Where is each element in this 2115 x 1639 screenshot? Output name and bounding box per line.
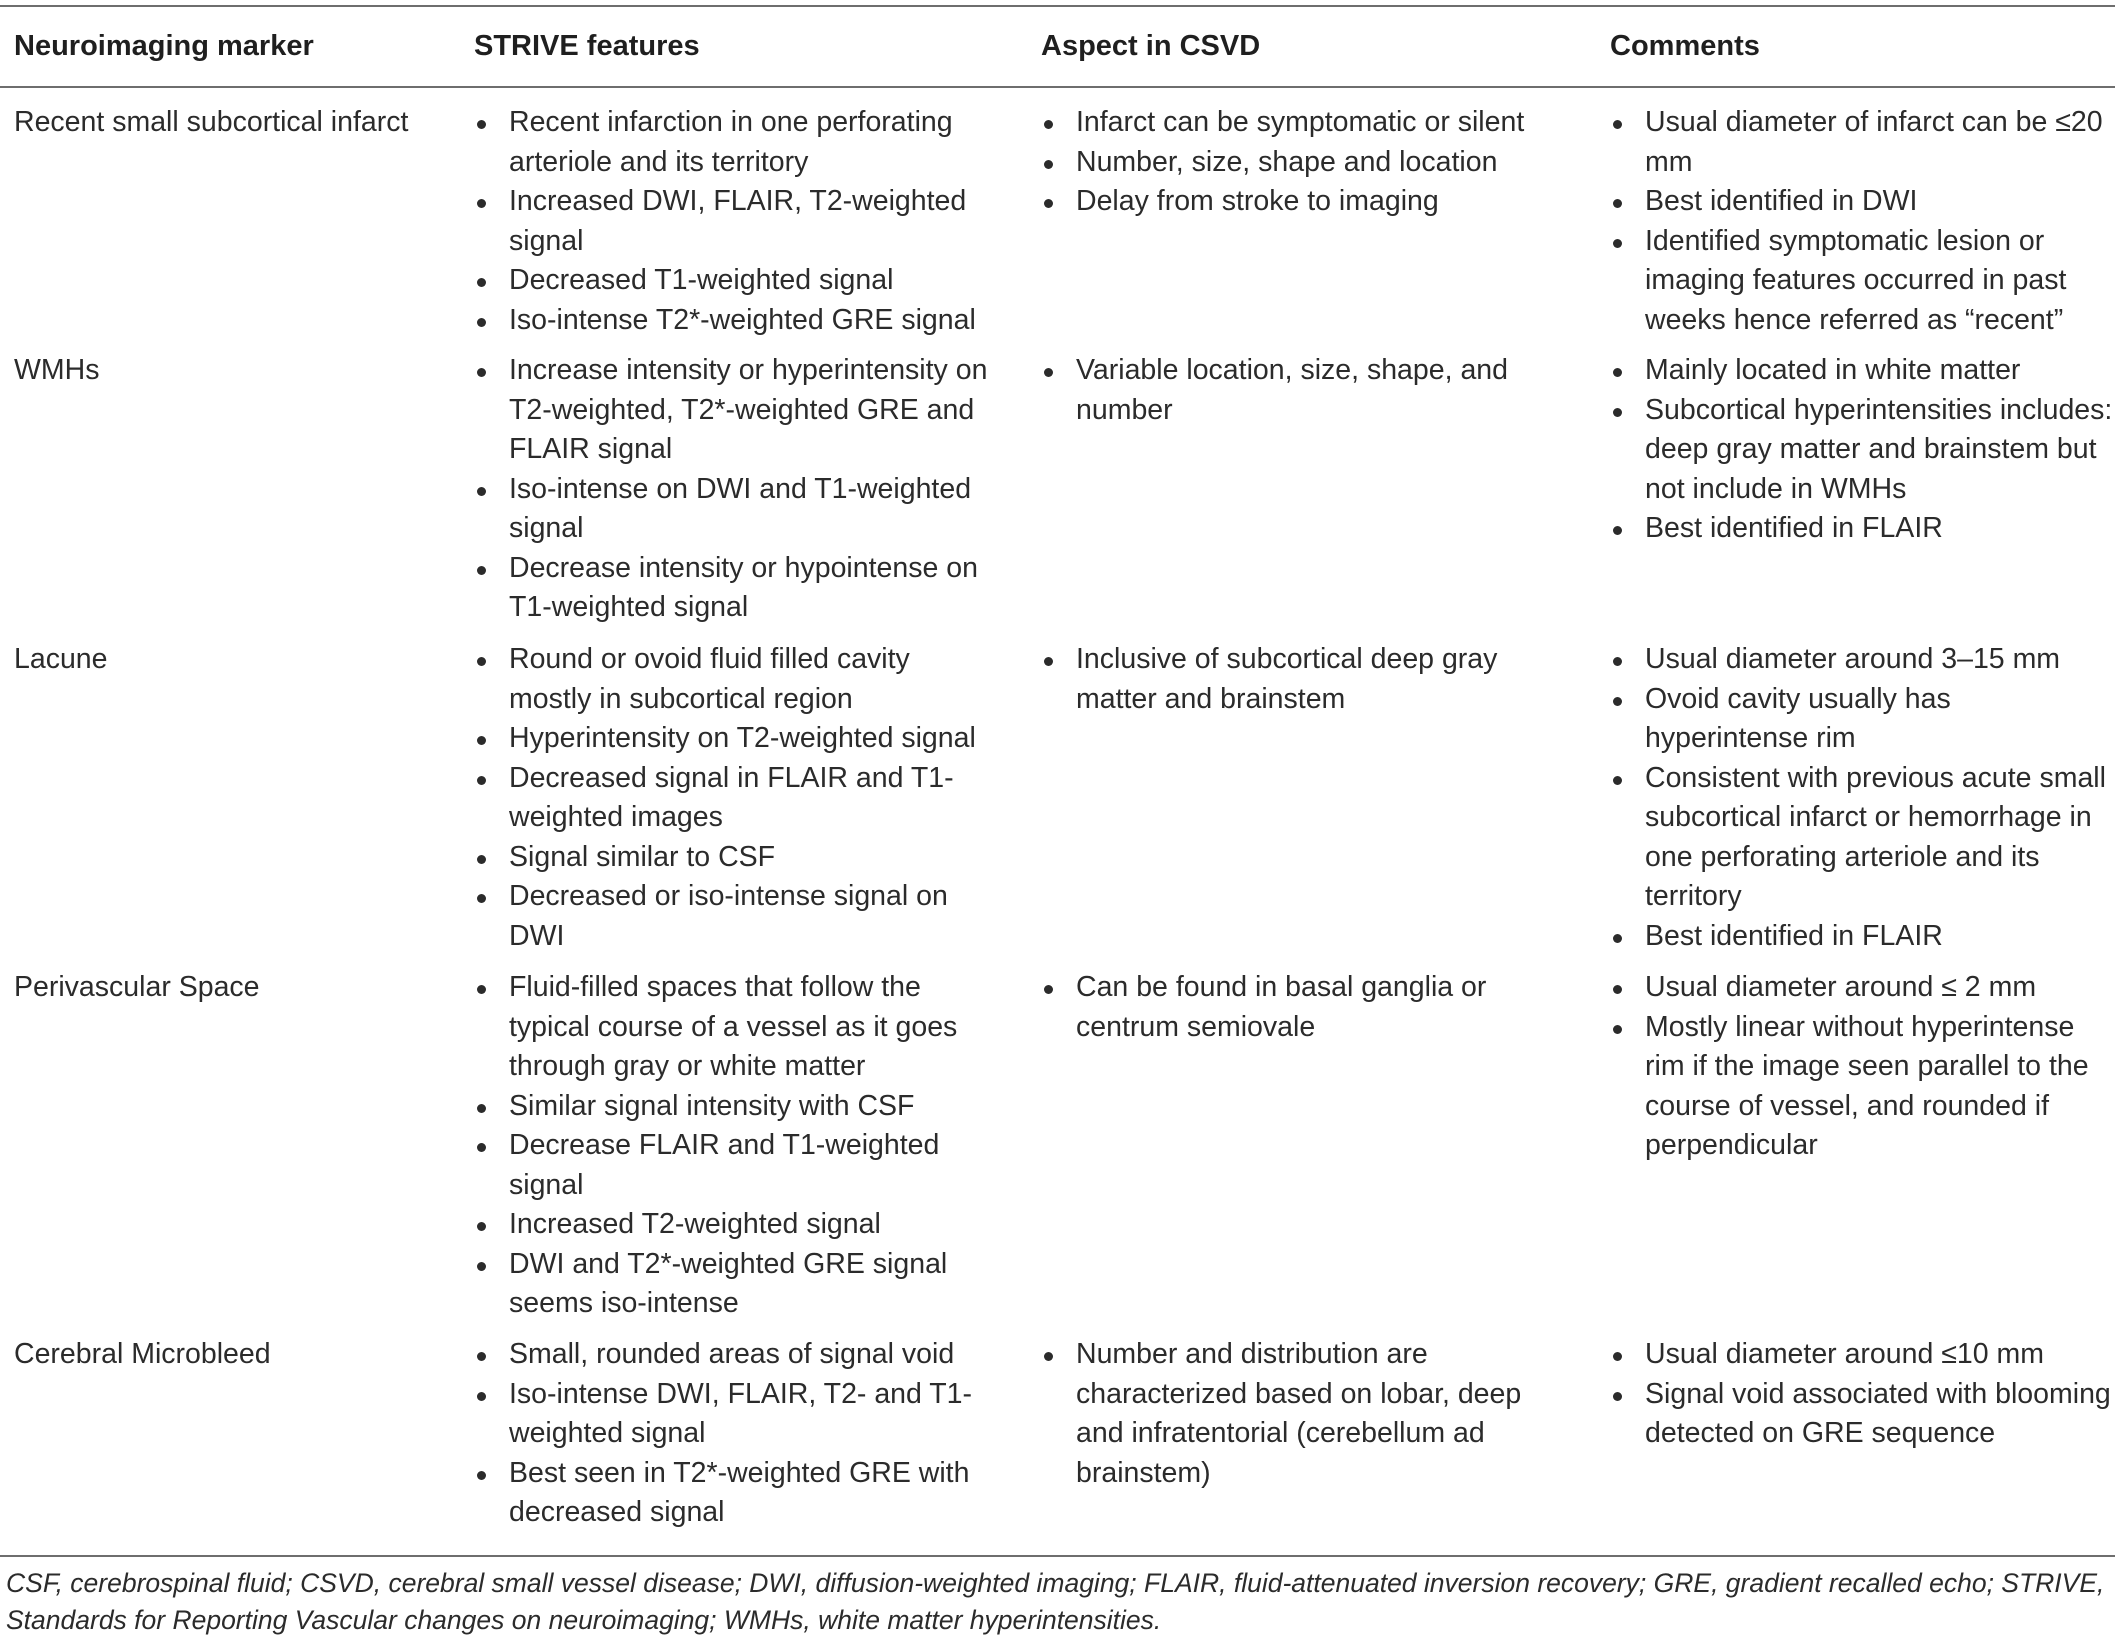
list-item: Usual diameter of infarct can be ≤20 mm — [1610, 103, 2115, 182]
features-list — [474, 351, 994, 628]
list-item: Iso-intense DWI, FLAIR, T2- and T1-weighted signal — [474, 1375, 994, 1454]
list-item: Delay from stroke to imaging — [1041, 182, 1571, 222]
list-item: Best seen in T2*-weighted GRE with decreased signal — [474, 1454, 994, 1533]
marker-cell: Lacune — [14, 643, 108, 675]
list-item: Usual diameter around ≤ 2 mm — [1610, 968, 2115, 1008]
marker-cell: Recent small subcortical infarct — [14, 106, 409, 138]
header-strive-features: STRIVE features — [474, 30, 700, 62]
list-item: Iso-intense T2*-weighted GRE signal — [474, 301, 994, 341]
marker-cell: Perivascular Space — [14, 971, 260, 1003]
list-item: Similar signal intensity with CSF — [474, 1087, 994, 1127]
list-item: Fluid-filled spaces that follow the typical course of a vessel as it goes through gray or white matter — [474, 968, 994, 1087]
list-item: Best identified in DWI — [1610, 182, 2115, 222]
comments-list — [1610, 351, 2115, 549]
list-item: Mainly located in white matter — [1610, 351, 2115, 391]
comments-list — [1610, 968, 2115, 1166]
list-item: Signal void associated with blooming detected on GRE sequence — [1610, 1375, 2115, 1454]
list-item: Usual diameter around 3–15 mm — [1610, 640, 2115, 680]
list-item: Mostly linear without hyperintense rim if the image seen parallel to the course of vessel, and rounded if perpendicular — [1610, 1008, 2115, 1166]
list-item: Decrease FLAIR and T1-weighted signal — [474, 1126, 994, 1205]
aspects-list — [1041, 103, 1571, 222]
marker-cell: Cerebral Microbleed — [14, 1338, 271, 1370]
list-item: Decreased signal in FLAIR and T1-weighted images — [474, 759, 994, 838]
comments-list — [1610, 1335, 2115, 1454]
features-list — [474, 640, 994, 956]
list-item: Subcortical hyperintensities includes: deep gray matter and brainstem but not include in WMHs — [1610, 391, 2115, 510]
comments-list — [1610, 103, 2115, 340]
list-item: Iso-intense on DWI and T1-weighted signal — [474, 470, 994, 549]
aspects-list — [1041, 968, 1571, 1047]
list-item: Inclusive of subcortical deep gray matter and brainstem — [1041, 640, 1571, 719]
table-footnote: CSF, cerebrospinal fluid; CSVD, cerebral small vessel disease; DWI, diffusion-weighted imaging; FLAIR, fluid-attenuated inversion recovery; GRE, gradient recalled echo; STRIVE, Standards for Reporting Vascular changes on neuroimaging; WMHs, white matter hyperintensities. — [6, 1568, 2105, 1635]
aspects-list — [1041, 1335, 1571, 1493]
bottom-rule — [0, 1555, 2115, 1557]
list-item: Number, size, shape and location — [1041, 143, 1571, 183]
list-item: Best identified in FLAIR — [1610, 509, 2115, 549]
list-item: Number and distribution are characterized based on lobar, deep and infratentorial (cerebellum ad brainstem) — [1041, 1335, 1571, 1493]
list-item: Can be found in basal ganglia or centrum semiovale — [1041, 968, 1571, 1047]
list-item: Decrease intensity or hypointense on T1-weighted signal — [474, 549, 994, 628]
list-item: Recent infarction in one perforating arteriole and its territory — [474, 103, 994, 182]
list-item: Best identified in FLAIR — [1610, 917, 2115, 957]
features-list — [474, 103, 994, 340]
comments-list — [1610, 640, 2115, 956]
aspects-list — [1041, 351, 1571, 430]
list-item: Round or ovoid fluid filled cavity mostly in subcortical region — [474, 640, 994, 719]
list-item: Consistent with previous acute small subcortical infarct or hemorrhage in one perforating arteriole and its territory — [1610, 759, 2115, 917]
list-item: Identified symptomatic lesion or imaging features occurred in past weeks hence referred as “recent” — [1610, 222, 2115, 341]
list-item: Decreased or iso-intense signal on DWI — [474, 877, 994, 956]
list-item: DWI and T2*-weighted GRE signal seems iso-intense — [474, 1245, 994, 1324]
header-aspect-in-csvd: Aspect in CSVD — [1041, 30, 1261, 62]
list-item: Increased T2-weighted signal — [474, 1205, 994, 1245]
header-comments: Comments — [1610, 30, 1760, 62]
list-item: Increase intensity or hyperintensity on T2-weighted, T2*-weighted GRE and FLAIR signal — [474, 351, 994, 470]
list-item: Increased DWI, FLAIR, T2-weighted signal — [474, 182, 994, 261]
features-list — [474, 1335, 994, 1533]
list-item: Usual diameter around ≤10 mm — [1610, 1335, 2115, 1375]
features-list — [474, 968, 994, 1324]
list-item: Small, rounded areas of signal void — [474, 1335, 994, 1375]
list-item: Variable location, size, shape, and number — [1041, 351, 1571, 430]
list-item: Infarct can be symptomatic or silent — [1041, 103, 1571, 143]
header-rule — [0, 86, 2115, 88]
list-item: Decreased T1-weighted signal — [474, 261, 994, 301]
aspects-list — [1041, 640, 1571, 719]
header-neuroimaging-marker: Neuroimaging marker — [14, 30, 314, 62]
marker-cell: WMHs — [14, 354, 100, 386]
list-item: Hyperintensity on T2-weighted signal — [474, 719, 994, 759]
top-rule — [0, 5, 2115, 7]
list-item: Ovoid cavity usually has hyperintense rim — [1610, 680, 2115, 759]
list-item: Signal similar to CSF — [474, 838, 994, 878]
